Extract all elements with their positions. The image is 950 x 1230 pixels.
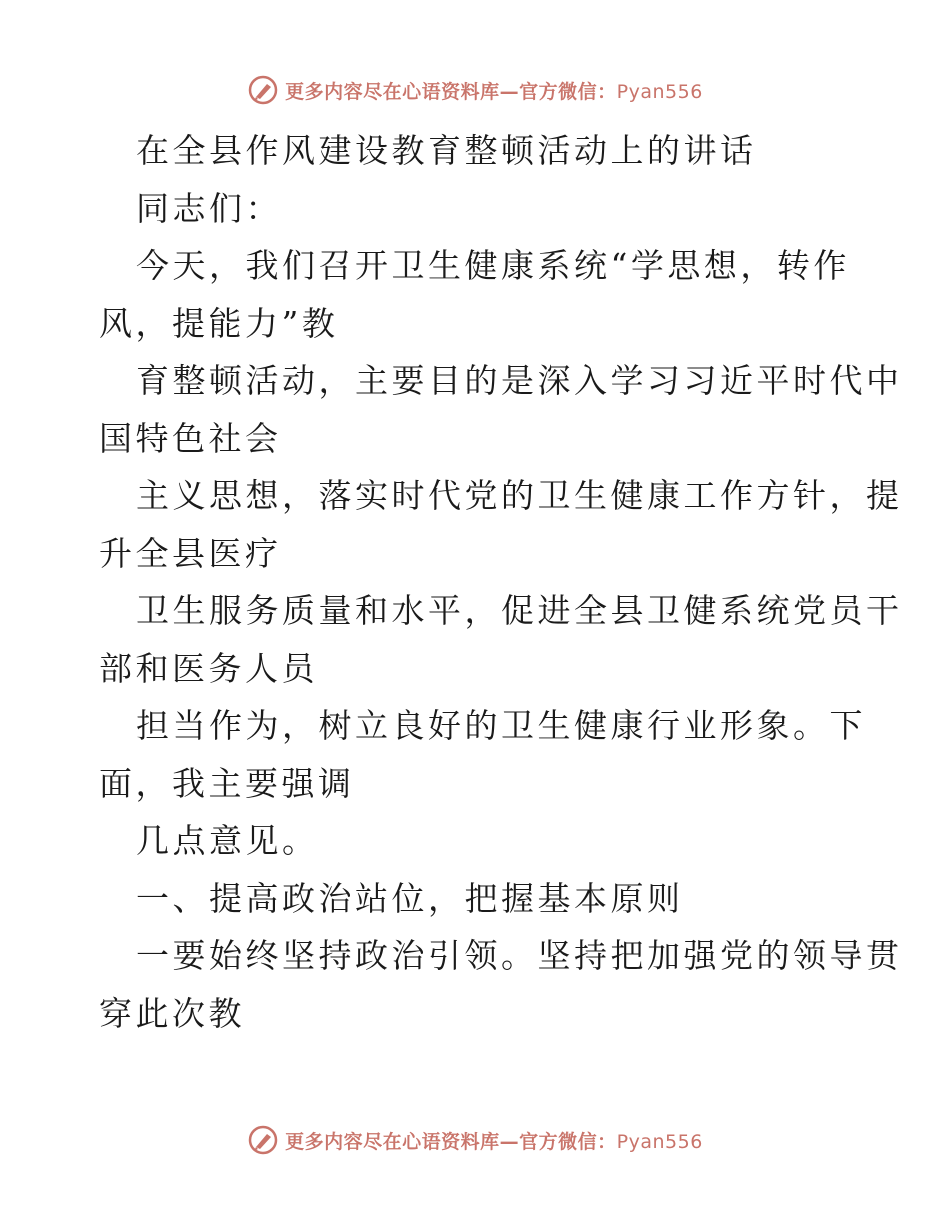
text-line: 卫生服务质量和水平，促进全县卫健系统党员干 bbox=[136, 591, 903, 630]
pen-logo-icon bbox=[247, 1124, 279, 1156]
watermark-id: Pyan556 bbox=[616, 80, 703, 103]
salutation: 同志们： bbox=[136, 188, 282, 228]
footer-watermark bbox=[0, 1120, 950, 1160]
text-line: 国特色社会 bbox=[99, 418, 282, 458]
text-line: 几点意见。 bbox=[136, 821, 319, 860]
document-body bbox=[99, 122, 903, 1042]
text-line: 今天，我们召开卫生健康系统“学思想，转作 bbox=[136, 246, 850, 285]
text-line: 部和医务人员 bbox=[99, 648, 318, 688]
text-line: 一要始终坚持政治引领。坚持把加强党的领导贯 bbox=[136, 936, 903, 975]
pen-logo-icon bbox=[247, 74, 279, 106]
text-line: 风，提能力”教 bbox=[99, 303, 339, 343]
text-line: 担当作为，树立良好的卫生健康行业形象。下 bbox=[136, 706, 866, 745]
document-title: 在全县作风建设教育整顿活动上的讲话 bbox=[136, 131, 757, 170]
header-watermark bbox=[0, 70, 950, 110]
watermark-text: 更多内容尽在心语资料库—官方微信：Pyan556 bbox=[285, 1130, 703, 1153]
text-line: 育整顿活动，主要目的是深入学习习近平时代中 bbox=[136, 361, 903, 400]
section-heading: 一、提高政治站位，把握基本原则 bbox=[136, 878, 684, 918]
text-line: 面，我主要强调 bbox=[99, 763, 355, 803]
text-line: 主义思想，落实时代党的卫生健康工作方针，提 bbox=[136, 476, 903, 515]
text-line: 穿此次教 bbox=[99, 993, 245, 1033]
text-line: 升全县医疗 bbox=[99, 533, 282, 573]
watermark-text: 更多内容尽在心语资料库—官方微信：Pyan556 bbox=[285, 80, 703, 103]
watermark-id: Pyan556 bbox=[616, 1130, 703, 1153]
